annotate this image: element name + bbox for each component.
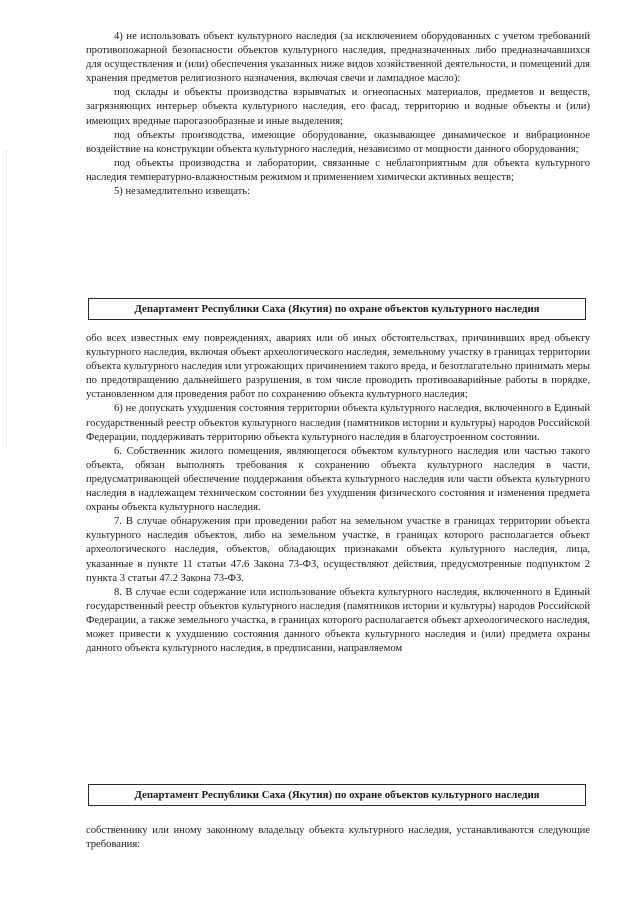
section-2 bbox=[86, 332, 590, 656]
paragraph-laboratories: под объекты производства и лаборатории, связанные с неблагоприятным для объекта культурного наследия температурно-влажностным режимом и применением химически активных веществ; bbox=[86, 157, 590, 183]
paragraph-item-4: 4) не использовать объект культурного наследия (за исключением оборудованных с учетом требований противопожарной безопасности объектов культурного наследия, предназначенных либо предназначавшихся для осуществления и (или) обеспечения указанных ниже видов хозяйственной деятельности, и помещений для хранения предметов религиозного назначения, включая свечи и лампадное масло): bbox=[86, 31, 590, 85]
department-header-box-2: Департамент Республики Саха (Якутия) по охране объектов культурного наследия bbox=[88, 784, 586, 806]
paragraph-item-6: 6) не допускать ухудшения состояния территории объекта культурного наследия, включенного в Единый государственный реестр объектов культурного наследия (памятников истории и культуры) народов Российской Федерации, поддерживать территорию объекта культурного наследия в благоустроенном состоянии. bbox=[86, 403, 590, 443]
paragraph-clause-6: 6. Собственник жилого помещения, являющегося объектом культурного наследия или частью такого объекта, обязан выполнять требования к сохранению объекта культурного наследия в части, предусматривающей обеспечение поддержания объекта культурного наследия или части объекта культурного наследия в надлежащем техническом состоянии без ухудшения физического состояния и изменения предмета охраны объекта культурного наследия. bbox=[86, 445, 590, 514]
department-header-box: Департамент Республики Саха (Якутия) по охране объектов культурного наследия bbox=[88, 298, 586, 320]
scan-edge-artifact bbox=[6, 150, 9, 450]
paragraph-requirements: собственнику или иному законному владельцу объекта культурного наследия, устанавливаются следующие требования: bbox=[86, 825, 590, 851]
paragraph-production-vibration: под объекты производства, имеющие оборудование, оказывающее динамическое и вибрационное воздействие на конструкции объекта культурного наследия, независимо от мощности данного оборудования; bbox=[86, 129, 590, 155]
paragraph-warehouses: под склады и объекты производства взрывчатых и огнеопасных материалов, предметов и веществ, загрязняющих интерьер объекта культурного наследия, его фасад, территорию и водные объекты и (или) имеющих вредные парогазообразные и иные выделения; bbox=[86, 87, 590, 127]
paragraph-clause-7: 7. В случае обнаружения при проведении работ на земельном участке в границах территории объекта культурного наследия объектов, либо на земельном участке, в границах которого располагается объект археологического наследия, объектов, обладающих признаками объекта культурного наследия, лица, указанные в пункте 11 статьи 47.6 Закона 73-ФЗ, осуществляют действия, предусмотренные подпунктом 2 пункта 3 статьи 47.2 Закона 73-ФЗ. bbox=[86, 516, 590, 584]
paragraph-damage-notice: обо всех известных ему повреждениях, авариях или об иных обстоятельствах, причинивших вред объекту культурного наследия, включая объект археологического наследия, земельному участку в границах территории объекта культурного наследия или угрожающих причинением такого вреда, и безотлагательно принимать меры по предотвращению дальнейшего разрушения, в том числе проводить противоаварийные работы в порядке, установленном для проведения работ по сохранению объекта культурного наследия; bbox=[86, 333, 590, 401]
paragraph-clause-8: 8. В случае если содержание или использование объекта культурного наследия, включенного в Единый государственный реестр объектов культурного наследия (памятников истории и культуры) народов Российской Федерации, а также земельного участка, в границах которого располагается объект археологического наследия, может привести к ухудшению состояния данного объекта культурного наследия и (или) предмета охраны данного объекта культурного наследия, в предписании, направляемом bbox=[86, 586, 590, 655]
paragraph-item-5: 5) незамедлительно извещать: bbox=[114, 186, 251, 198]
section-1 bbox=[86, 30, 590, 199]
section-3 bbox=[86, 824, 590, 852]
